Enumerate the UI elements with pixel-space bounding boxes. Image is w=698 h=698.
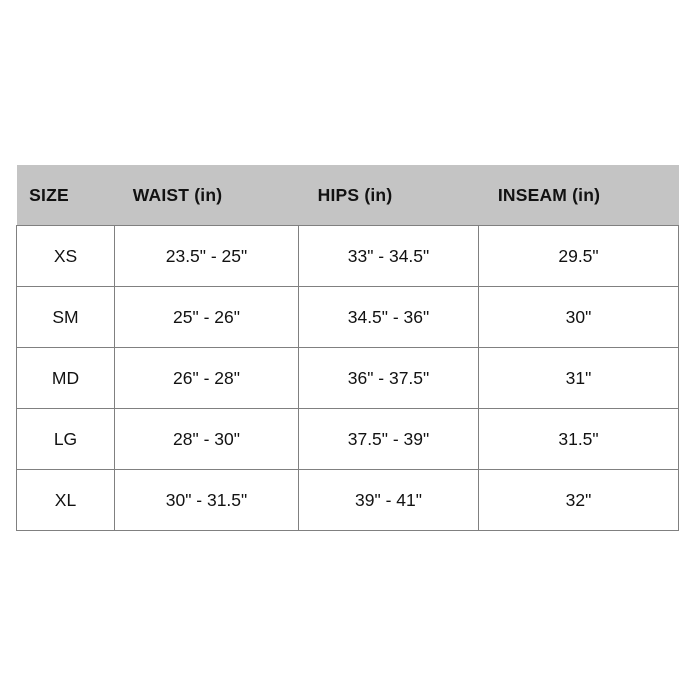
cell-md-inseam: 31" xyxy=(479,348,679,409)
cell-xl-waist: 30" - 31.5" xyxy=(115,470,299,531)
column-header-hips: HIPS (in) xyxy=(299,165,479,226)
cell-xs-inseam: 29.5" xyxy=(479,226,679,287)
table-row-xl xyxy=(17,470,679,531)
cell-lg-hips: 37.5" - 39" xyxy=(299,409,479,470)
cell-xl-size: XL xyxy=(17,470,115,531)
cell-xs-hips: 33" - 34.5" xyxy=(299,226,479,287)
table-row-xs xyxy=(17,226,679,287)
table-row-lg xyxy=(17,409,679,470)
cell-xl-inseam: 32" xyxy=(479,470,679,531)
cell-sm-hips: 34.5" - 36" xyxy=(299,287,479,348)
cell-md-waist: 26" - 28" xyxy=(115,348,299,409)
size-chart-table xyxy=(16,165,679,531)
column-header-waist: WAIST (in) xyxy=(115,165,299,226)
cell-lg-inseam: 31.5" xyxy=(479,409,679,470)
size-chart-body xyxy=(17,226,679,531)
column-header-size: SIZE xyxy=(17,165,115,226)
cell-sm-waist: 25" - 26" xyxy=(115,287,299,348)
cell-sm-inseam: 30" xyxy=(479,287,679,348)
table-row-md xyxy=(17,348,679,409)
cell-xs-waist: 23.5" - 25" xyxy=(115,226,299,287)
header-row xyxy=(17,165,679,226)
cell-xs-size: XS xyxy=(17,226,115,287)
size-chart-header xyxy=(17,165,679,226)
column-header-inseam: INSEAM (in) xyxy=(479,165,679,226)
cell-lg-waist: 28" - 30" xyxy=(115,409,299,470)
cell-xl-hips: 39" - 41" xyxy=(299,470,479,531)
cell-lg-size: LG xyxy=(17,409,115,470)
cell-md-size: MD xyxy=(17,348,115,409)
table-row-sm xyxy=(17,287,679,348)
cell-sm-size: SM xyxy=(17,287,115,348)
cell-md-hips: 36" - 37.5" xyxy=(299,348,479,409)
